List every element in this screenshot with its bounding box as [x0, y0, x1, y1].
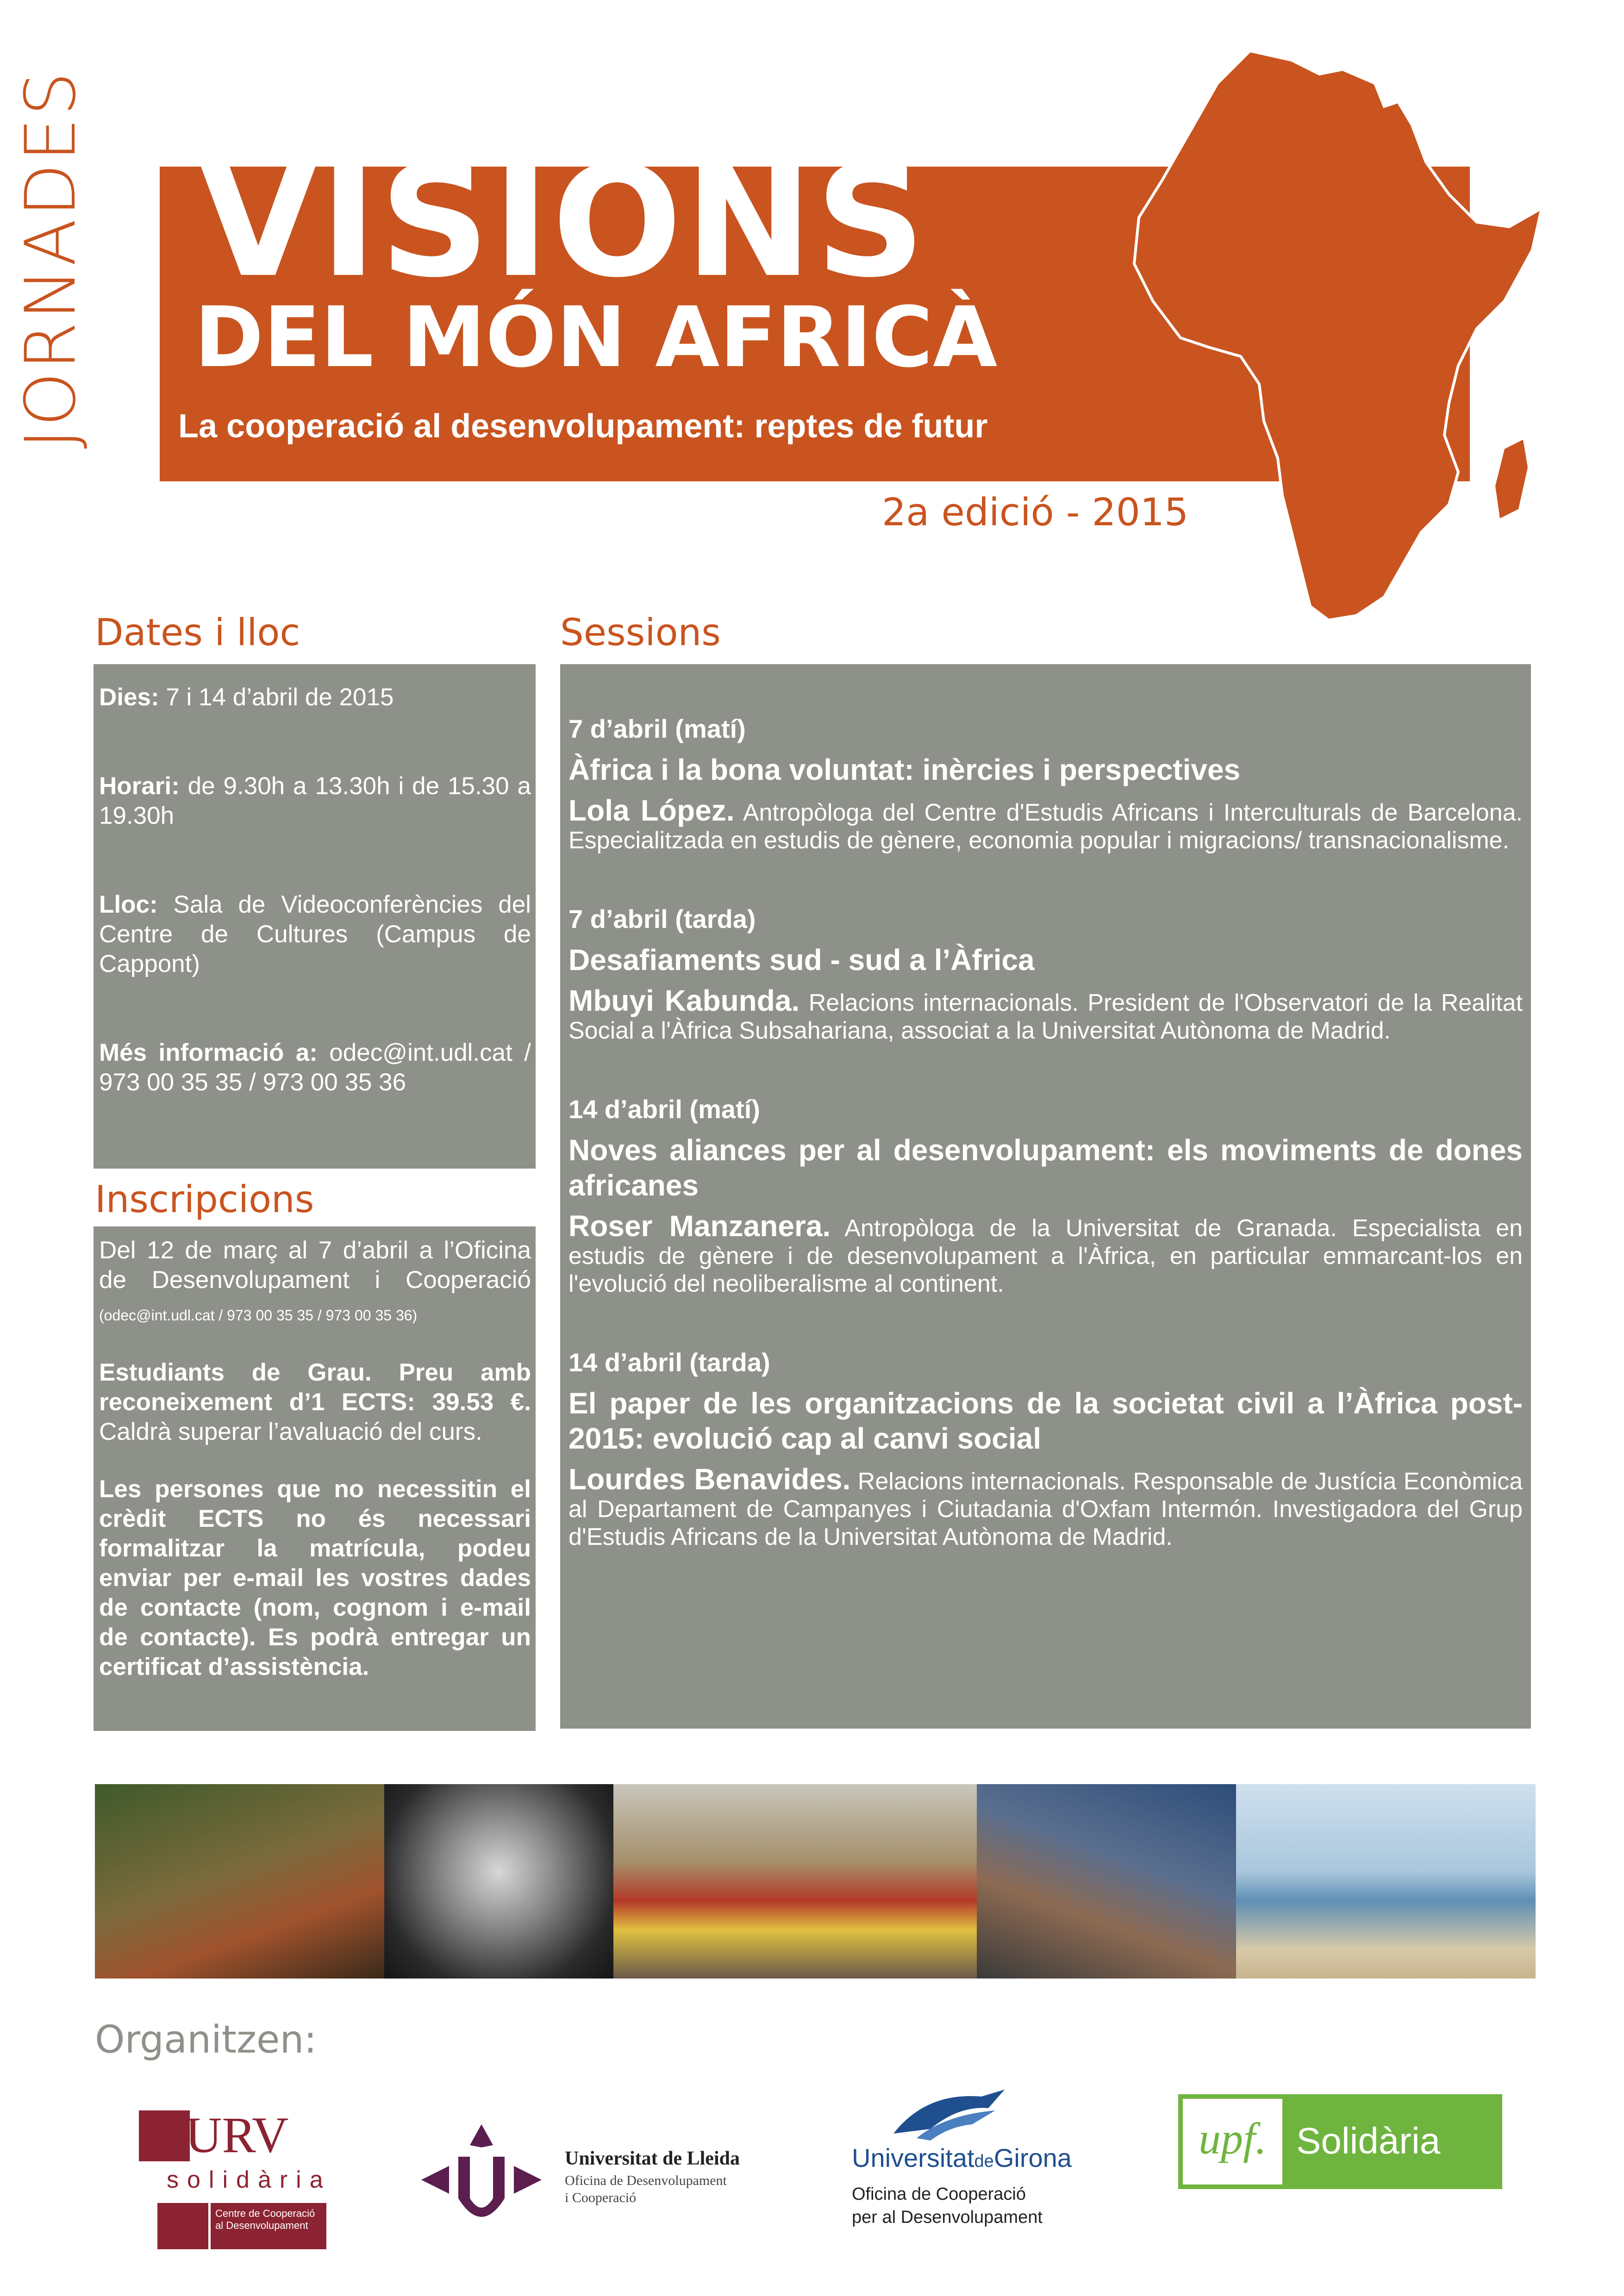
photo-beach-oilrig — [1236, 1784, 1536, 1979]
session-title: El paper de les organitzacions de la societat civil a l’Àfrica post-2015: evolució cap al canvi social — [568, 1387, 1523, 1455]
session-speaker — [568, 1462, 1523, 1551]
speaker-bio: Relacions internacionals. President de l'Observatori de la Realitat Social a l'Àfrica Subsahariana, associat a la Universitat Autònoma de Madrid. — [568, 989, 1523, 1044]
inscripcions-panel — [94, 1226, 536, 1731]
session-speaker — [568, 796, 1523, 854]
photo-strip — [95, 1784, 1536, 1979]
udl-sub1: Oficina de Desenvolupament — [565, 2173, 727, 2188]
upf-mark: upf. — [1199, 2114, 1267, 2163]
session-item — [568, 715, 1523, 854]
speaker-name: Mbuyi Kabunda. — [568, 984, 800, 1017]
inscripcions-price — [99, 1358, 531, 1447]
udg-logo — [852, 2083, 1111, 2240]
sessions-heading: Sessions — [560, 611, 721, 654]
urv-box-mark — [157, 2203, 208, 2249]
speaker-name: Lourdes Benavides. — [568, 1462, 851, 1496]
session-date: 7 d’abril (tarda) — [568, 904, 756, 933]
info-label: Més informació a: — [99, 1039, 318, 1066]
session-speaker — [568, 984, 1523, 1045]
horari-row — [99, 772, 531, 831]
udg-name — [852, 2143, 1072, 2173]
photo-protest-crowd — [613, 1784, 977, 1979]
session-title: Àfrica i la bona voluntat: inèrcies i perspectives — [568, 753, 1241, 786]
udg-name-part2: de — [974, 2152, 994, 2171]
photo-mandela — [977, 1784, 1236, 1979]
africa-map-icon — [1125, 42, 1551, 639]
udg-sub2: per al Desenvolupament — [852, 2208, 1043, 2227]
dies-label: Dies: — [99, 684, 159, 711]
inscripcions-period-text: Del 12 de març al 7 d’abril a l’Oficina de Desenvolupament i Cooperació — [99, 1237, 531, 1294]
lloc-row — [99, 890, 531, 979]
session-item — [568, 905, 1523, 1045]
organizers-heading: Organitzen: — [95, 2018, 317, 2062]
dates-panel — [94, 664, 536, 1169]
upf-label: Solidària — [1296, 2120, 1441, 2161]
sessions-panel — [560, 664, 1531, 1729]
session-item — [568, 1349, 1523, 1551]
spacer — [99, 1330, 531, 1358]
session-title: Noves aliances per al desenvolupament: els moviments de dones africanes — [568, 1133, 1523, 1202]
speaker-bio: Relacions internacionals. Responsable de Justícia Econòmica al Departament de Campanyes i Ciutadania d'Oxfam Intermón. Investigadora del Grup d'Estudis Africans de la Universitat Autònoma de Madrid. — [568, 1468, 1523, 1550]
udl-emblem-icon — [417, 2120, 546, 2240]
udg-swirl-icon — [889, 2083, 1009, 2143]
urv-box-text: Centre de Cooperació al Desenvolupament — [211, 2203, 326, 2249]
session-title: Desafiaments sud - sud a l’Àfrica — [568, 943, 1035, 977]
horari-label: Horari: — [99, 772, 180, 800]
udg-name-part3: Girona — [993, 2143, 1072, 2172]
urv-name: URV — [185, 2107, 289, 2163]
udl-sub2: i Cooperació — [565, 2190, 637, 2205]
speaker-name: Lola López. — [568, 794, 735, 827]
lloc-value: Sala de Videoconferències del Centre de Cultures (Campus de Cappont) — [99, 891, 531, 977]
urv-logo — [139, 2107, 333, 2259]
session-item — [568, 1095, 1523, 1298]
urv-sub: solidària — [167, 2166, 331, 2193]
udl-logo — [417, 2120, 787, 2240]
info-value[interactable]: odec@int.udl.cat / 973 00 35 35 / 973 00 35 36 — [99, 1039, 531, 1096]
speaker-name: Roser Manzanera. — [568, 1209, 831, 1243]
subtitle: La cooperació al desenvolupament: reptes de futur — [178, 408, 988, 445]
title-visions: VISIONS — [199, 133, 929, 311]
upf-logo — [1178, 2094, 1502, 2189]
udg-name-part1: Universitat — [852, 2143, 974, 2172]
dies-value: 7 i 14 d’abril de 2015 — [159, 684, 394, 711]
jornades-label: JORNADES — [11, 70, 91, 449]
info-row — [99, 1038, 531, 1097]
edition-label: 2a edició - 2015 — [882, 491, 1189, 535]
photo-miners — [95, 1784, 384, 1979]
title-del-mon-africa: DEL MÓN AFRICÀ — [194, 289, 998, 386]
urv-mark — [139, 2110, 190, 2161]
udg-sub1: Oficina de Cooperació — [852, 2184, 1026, 2204]
lloc-label: Lloc: — [99, 891, 158, 918]
speaker-bio: Antropòloga del Centre d'Estudis Africans i Interculturals de Barcelona. Especialitzada en estudis de gènere, economia popular i migracions/ transnacionalisme. — [568, 799, 1523, 854]
inscripcions-heading: Inscripcions — [95, 1178, 314, 1221]
dies-row — [99, 683, 531, 712]
speaker-bio: Antropòloga de la Universitat de Granada. Especialista en estudis de gènere i de desenvolupament a l'Àfrica, en particular emmarcant-los en l'evolució del neoliberalisme al continent. — [568, 1215, 1523, 1297]
inscripcions-contact[interactable]: (odec@int.udl.cat / 973 00 35 35 / 973 00 35 36) — [99, 1307, 418, 1324]
session-date: 14 d’abril (matí) — [568, 1095, 760, 1124]
inscripcions-period — [99, 1236, 531, 1330]
session-date: 7 d’abril (matí) — [568, 714, 746, 743]
inscripcions-note-text: Les persones que no necessitin el crèdit ECTS no és necessari formalitzar la matrícula, podeu enviar per e-mail les vostres dades de contacte (nom, cognom i e-mail de contacte). Es podrà entregar un certificat d’assistència. — [99, 1475, 531, 1680]
udl-name: Universitat de Lleida — [565, 2148, 740, 2169]
photo-woman-portrait — [384, 1784, 613, 1979]
session-date: 14 d’abril (tarda) — [568, 1348, 770, 1377]
dates-heading: Dates i lloc — [95, 611, 300, 654]
inscripcions-price-bold: Estudiants de Grau. Preu amb reconeixement d’1 ECTS: 39.53 €. — [99, 1359, 531, 1416]
horari-value: de 9.30h a 13.30h i de 15.30 a 19.30h — [99, 772, 531, 829]
spacer — [99, 1447, 531, 1475]
inscripcions-price-note: Caldrà superar l’avaluació del curs. — [99, 1418, 482, 1445]
inscripcions-note — [99, 1475, 531, 1682]
session-speaker — [568, 1209, 1523, 1298]
